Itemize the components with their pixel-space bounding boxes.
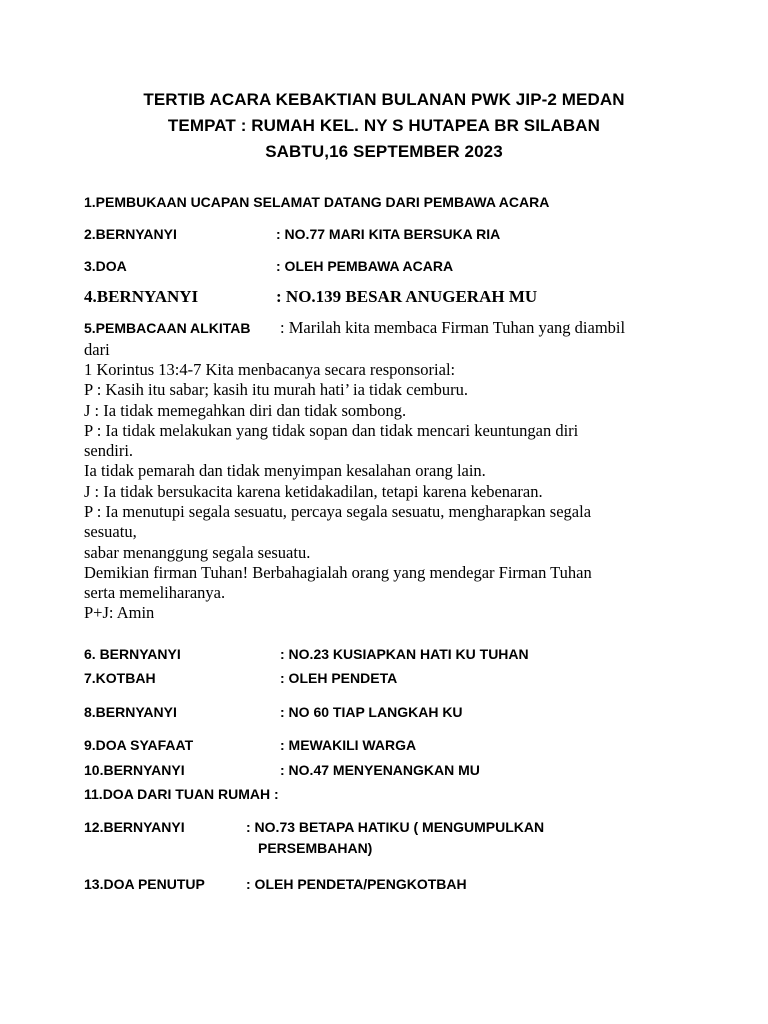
item-value: : OLEH PEMBAWA ACARA [276,258,454,274]
item-label: 11.DOA DARI TUAN RUMAH : [84,786,279,802]
item-value: : NO.47 MENYENANGKAN MU [280,762,480,778]
item-label: 13.DOA PENUTUP [84,876,205,892]
item-label: 8.BERNYANYI [84,704,177,720]
title-line-1: TERTIB ACARA KEBAKTIAN BULANAN PWK JIP-2 MEDAN [143,90,625,109]
item-7 [84,670,398,686]
item-value-continued: PERSEMBAHAN) [258,840,373,856]
item-value: : NO.139 BESAR ANUGERAH MU [276,287,538,306]
item-value: : Marilah kita membaca Firman Tuhan yang diambil [280,318,626,337]
item-label: 6. BERNYANYI [84,646,181,662]
item-label: 2.BERNYANYI [84,226,177,242]
item-12 [84,819,545,856]
item-value: : NO 60 TIAP LANGKAH KU [280,704,463,720]
item-10 [84,762,480,778]
item-5 [84,318,626,338]
item-label: 1.PEMBUKAAN UCAPAN SELAMAT DATANG DARI PEMBAWA ACARA [84,194,550,210]
item-label: 5.PEMBACAAN ALKITAB [84,320,251,336]
reading-line: P : Ia menutupi segala sesuatu, percaya segala sesuatu, mengharapkan segala [84,502,592,521]
reading-line: P+J: Amin [84,603,155,622]
item-4 [84,287,538,307]
reading-line: P : Kasih itu sabar; kasih itu murah hati’ ia tidak cemburu. [84,380,468,399]
item-1 [84,194,549,210]
item-value: : NO.73 BETAPA HATIKU ( MENGUMPULKAN [246,819,545,835]
item-6 [84,646,529,662]
item-label: 7.KOTBAH [84,670,156,686]
title-line-2: TEMPAT : RUMAH KEL. NY S HUTAPEA BR SILABAN [167,116,601,135]
reading-line: sesuatu, [84,522,137,541]
item-label: 3.DOA [84,258,127,274]
item-label: 12.BERNYANYI [84,819,185,835]
item-13 [84,876,467,892]
reading-line: J : Ia tidak memegahkan diri dan tidak sombong. [84,401,407,420]
reading-line: sabar menanggung segala sesuatu. [84,543,311,562]
item-value: : NO.23 KUSIAPKAN HATI KU TUHAN [280,646,529,662]
reading-line: Ia tidak pemarah dan tidak menyimpan kesalahan orang lain. [84,461,486,480]
item-value: : OLEH PENDETA [280,670,398,686]
reading-line: sendiri. [84,441,134,460]
reading-line: P : Ia tidak melakukan yang tidak sopan dan tidak mencari keuntungan diri [84,421,579,440]
reading-line: Demikian firman Tuhan! Berbahagialah orang yang mendegar Firman Tuhan [84,563,592,582]
reading-line: dari [84,340,110,359]
item-11 [84,786,279,802]
item-label: 4.BERNYANYI [84,287,199,306]
item-value: : MEWAKILI WARGA [280,737,417,753]
item-8 [84,704,463,720]
title-line-3: SABTU,16 SEPTEMBER 2023 [265,142,503,161]
reading-line: serta memeliharanya. [84,583,226,602]
item-label: 9.DOA SYAFAAT [84,737,194,753]
item-label: 10.BERNYANYI [84,762,185,778]
reading-line: 1 Korintus 13:4-7 Kita menbacanya secara responsorial: [84,360,456,379]
item-2 [84,226,501,242]
reading-line: J : Ia tidak bersukacita karena ketidakadilan, tetapi karena kebenaran. [84,482,543,501]
item-9 [84,737,417,753]
item-3 [84,258,454,274]
item-value: : OLEH PENDETA/PENGKOTBAH [246,876,467,892]
item-value: : NO.77 MARI KITA BERSUKA RIA [276,226,501,242]
